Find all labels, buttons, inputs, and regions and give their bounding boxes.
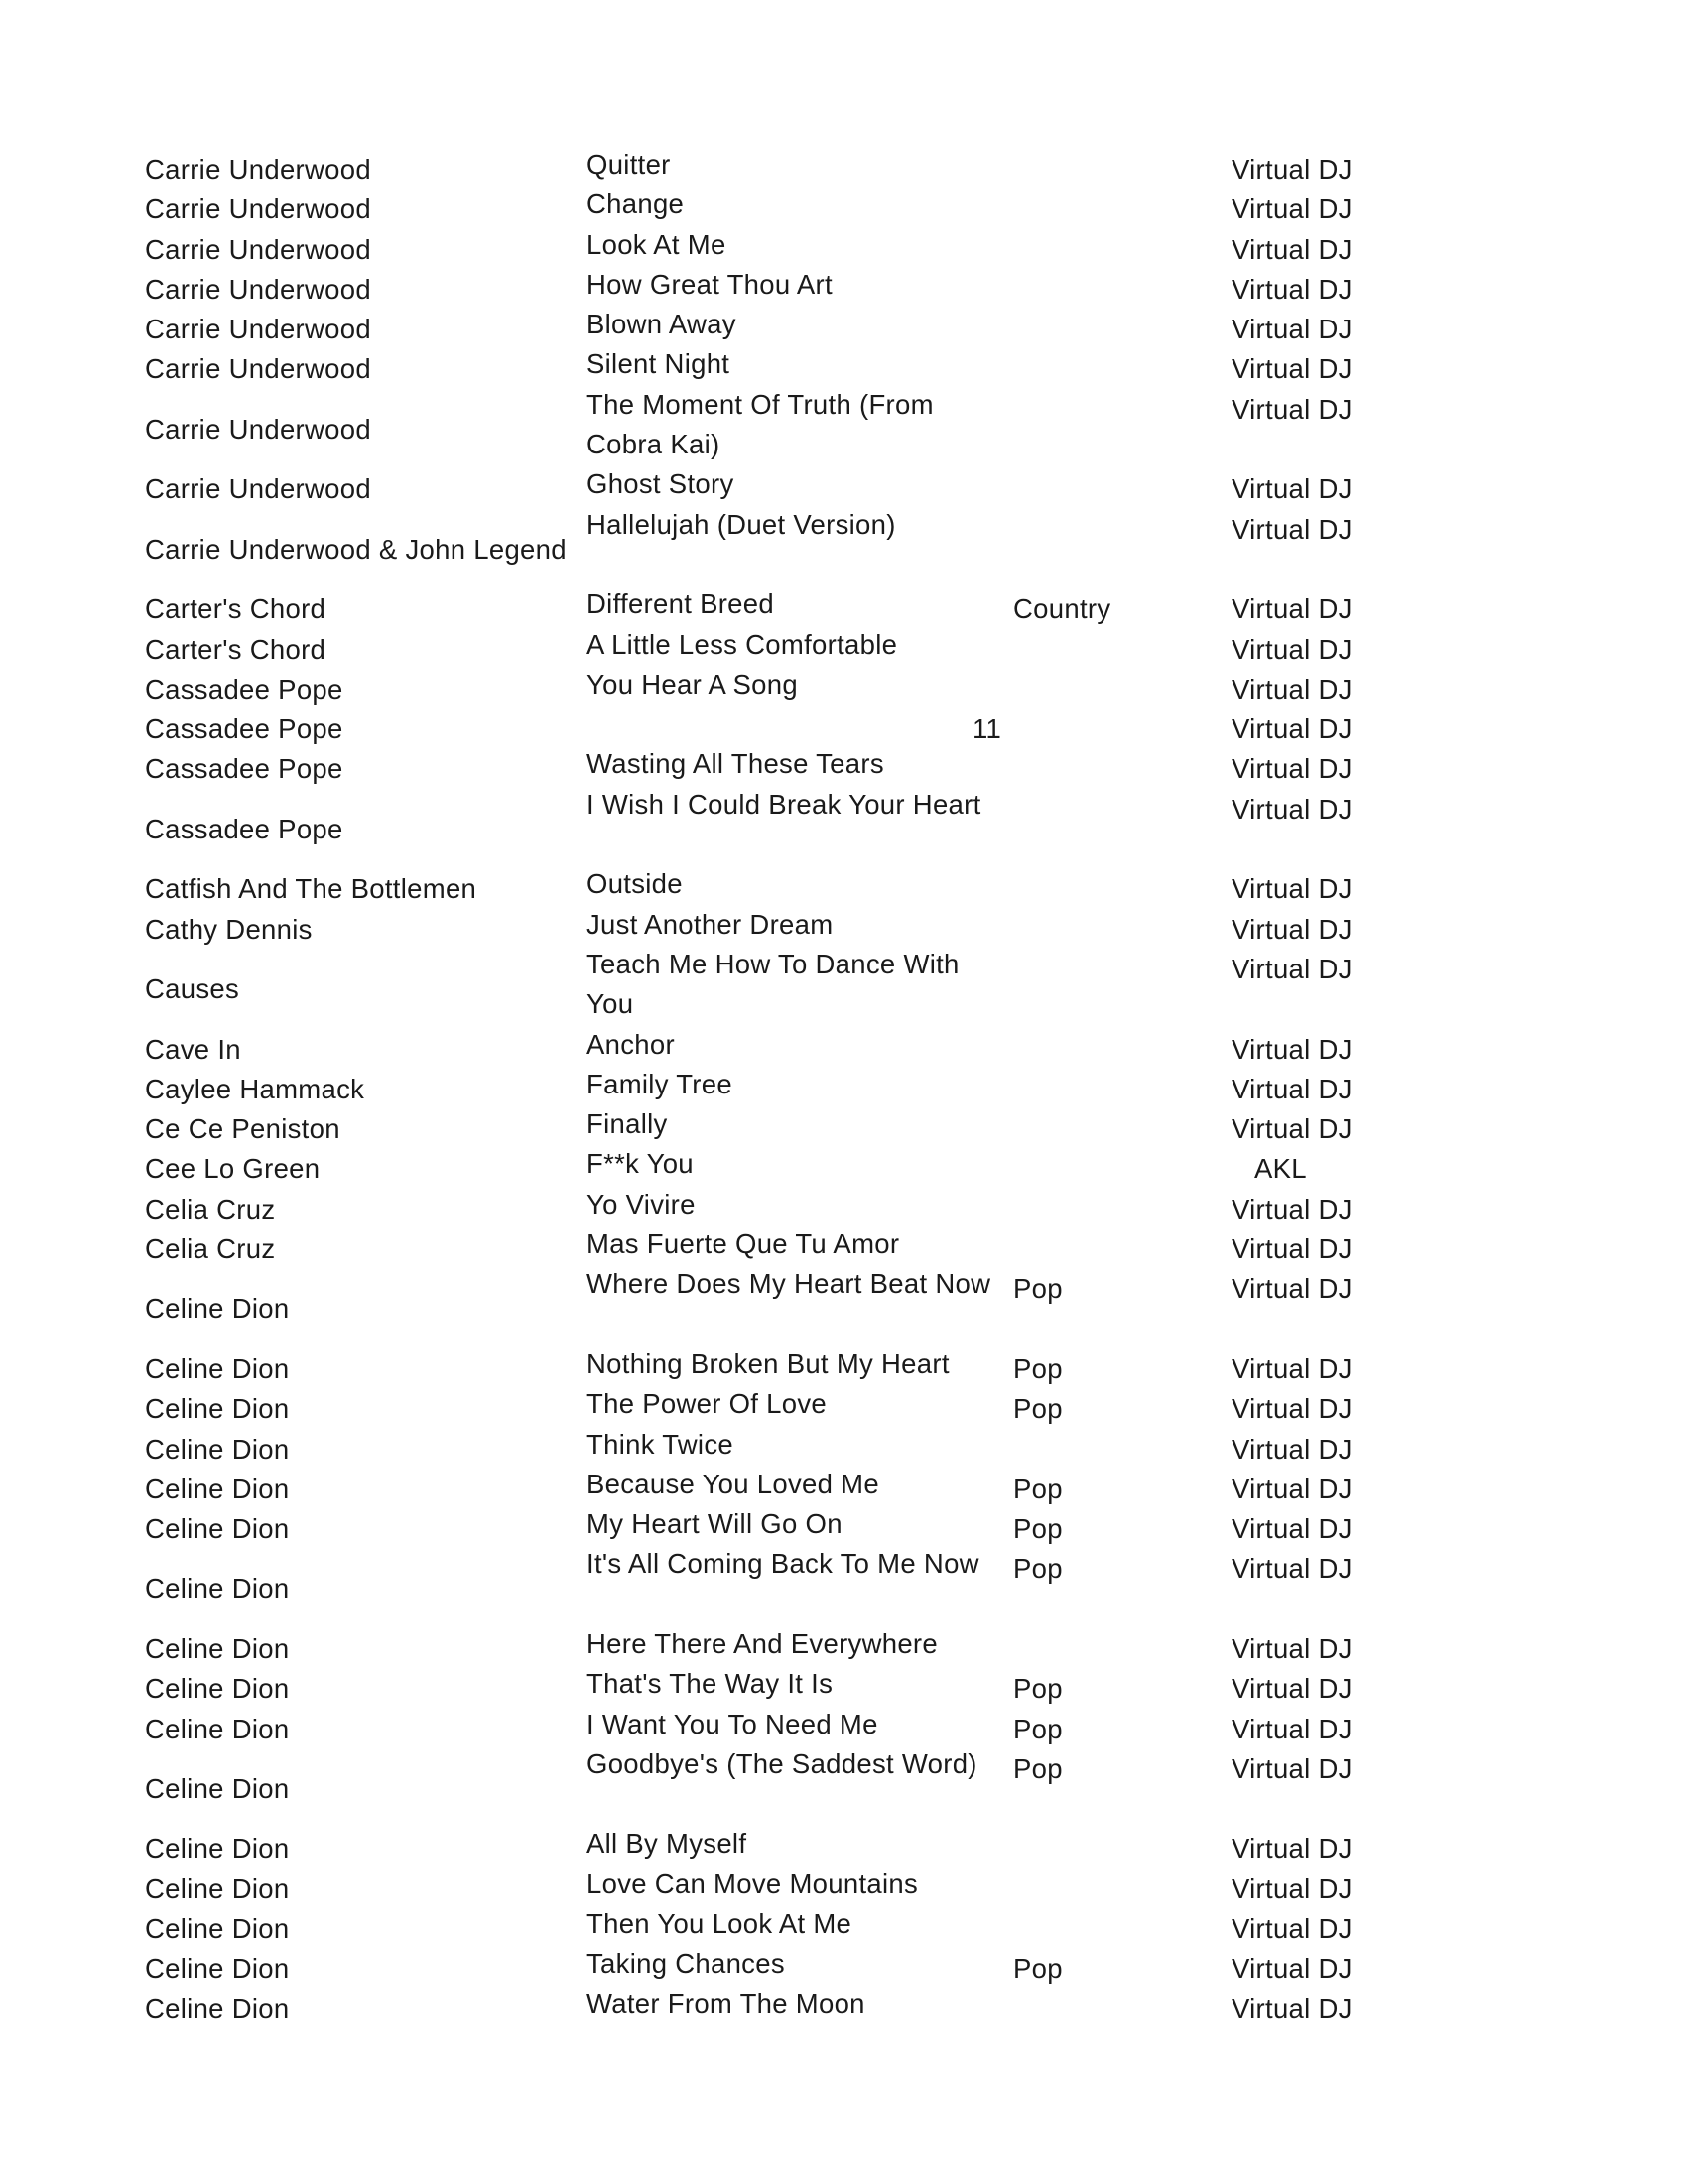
artist-cell: Cassadee Pope	[145, 813, 343, 844]
artist-cell: Carrie Underwood	[145, 154, 371, 185]
artist-cell: Celine Dion	[145, 1393, 290, 1425]
title-cell: Where Does My Heart Beat Now	[586, 1268, 991, 1300]
title-cell: Love Can Move Mountains	[586, 1867, 919, 1899]
artist-cell: Celine Dion	[145, 1293, 290, 1325]
title-cell: Wasting All These Tears	[586, 748, 884, 780]
title-cell: Family Tree	[586, 1068, 732, 1099]
artist-cell: Cathy Dennis	[145, 913, 313, 945]
genre-cell: Pop	[1013, 1953, 1063, 1985]
genre-cell: Pop	[1013, 1513, 1063, 1545]
source-cell: Virtual DJ	[1232, 1992, 1353, 2024]
source-cell: Virtual DJ	[1232, 1752, 1353, 1784]
source-cell: Virtual DJ	[1232, 353, 1353, 385]
title-cell: Goodbye's (The Saddest Word)	[586, 1747, 977, 1779]
source-cell: AKL	[1254, 1153, 1307, 1185]
source-cell: Virtual DJ	[1232, 1033, 1353, 1065]
artist-cell: Cee Lo Green	[145, 1153, 321, 1185]
source-cell: Virtual DJ	[1232, 1113, 1353, 1145]
artist-cell: Cassadee Pope	[145, 673, 343, 705]
source-cell: Virtual DJ	[1232, 1953, 1353, 1985]
title-cell: I Want You To Need Me	[586, 1708, 878, 1739]
title-cell: Different Breed	[586, 588, 774, 620]
artist-cell: Carrie Underwood & John Legend	[145, 533, 567, 565]
artist-cell: Ce Ce Peniston	[145, 1113, 340, 1145]
source-cell: Virtual DJ	[1232, 793, 1353, 825]
artist-cell: Celine Dion	[145, 1713, 290, 1744]
source-cell: Virtual DJ	[1232, 393, 1353, 425]
artist-cell: Celine Dion	[145, 1352, 290, 1384]
artist-cell: Celine Dion	[145, 1632, 290, 1664]
artist-cell: Carter's Chord	[145, 633, 326, 665]
genre-cell: Pop	[1013, 1752, 1063, 1784]
source-cell: Virtual DJ	[1232, 1713, 1353, 1744]
artist-cell: Catfish And The Bottlemen	[145, 873, 477, 905]
song-row	[0, 668, 1687, 710]
title-cell: Finally	[586, 1108, 668, 1140]
source-cell: Virtual DJ	[1232, 953, 1353, 984]
artist-cell: Celine Dion	[145, 1772, 290, 1804]
title-cell: It's All Coming Back To Me Now	[586, 1548, 979, 1580]
source-cell: Virtual DJ	[1232, 1553, 1353, 1585]
song-row	[0, 788, 1687, 871]
song-list	[0, 151, 1687, 2030]
title-cell: Anchor	[586, 1028, 675, 1060]
title-cell: Water From The Moon	[586, 1988, 865, 2019]
source-cell: Virtual DJ	[1232, 593, 1353, 625]
title-cell: A Little Less Comfortable	[586, 628, 898, 660]
artist-cell: Celine Dion	[145, 1992, 290, 2024]
source-cell: Virtual DJ	[1232, 1352, 1353, 1384]
source-cell: Virtual DJ	[1232, 314, 1353, 345]
artist-cell: Celine Dion	[145, 1433, 290, 1465]
song-row	[0, 1747, 1687, 1831]
source-cell: Virtual DJ	[1232, 193, 1353, 225]
artist-cell: Cassadee Pope	[145, 713, 343, 745]
source-cell: Virtual DJ	[1232, 1673, 1353, 1705]
title-cell: Change	[586, 189, 685, 220]
song-row	[0, 508, 1687, 591]
title-cell: That's The Way It Is	[586, 1668, 834, 1700]
title-cell: Yo Vivire	[586, 1188, 696, 1220]
artist-cell: Carrie Underwood	[145, 193, 371, 225]
title-cell: Quitter	[586, 149, 671, 180]
source-cell: Virtual DJ	[1232, 1473, 1353, 1504]
source-cell: Virtual DJ	[1232, 1833, 1353, 1864]
source-cell: Virtual DJ	[1232, 1193, 1353, 1224]
title-cell: How Great Thou Art	[586, 268, 833, 300]
song-row	[0, 1270, 1687, 1350]
artist-cell: Celia Cruz	[145, 1233, 276, 1265]
source-cell: Virtual DJ	[1232, 473, 1353, 505]
artist-cell: Celine Dion	[145, 1513, 290, 1545]
genre-cell: Country	[1013, 593, 1111, 625]
source-cell: Virtual DJ	[1232, 753, 1353, 785]
genre-cell: Pop	[1013, 1352, 1063, 1384]
title-cell: Taking Chances	[586, 1948, 785, 1980]
artist-cell: Celine Dion	[145, 1473, 290, 1504]
title-cell: Look At Me	[586, 228, 726, 260]
artist-cell: Carter's Chord	[145, 593, 326, 625]
artist-cell: Celine Dion	[145, 1953, 290, 1985]
source-cell: Virtual DJ	[1232, 1233, 1353, 1265]
artist-cell: Caylee Hammack	[145, 1073, 365, 1104]
page-number: 11	[973, 713, 1002, 745]
source-cell: Virtual DJ	[1232, 1393, 1353, 1425]
title-cell: Because You Loved Me	[586, 1468, 879, 1499]
source-cell: Virtual DJ	[1232, 633, 1353, 665]
title-cell: Ghost Story	[586, 468, 734, 500]
song-row	[0, 388, 1687, 471]
source-cell: Virtual DJ	[1232, 1273, 1353, 1305]
artist-cell: Carrie Underwood	[145, 273, 371, 305]
genre-cell: Pop	[1013, 1273, 1063, 1305]
artist-cell: Carrie Underwood	[145, 413, 371, 445]
title-cell: Mas Fuerte Que Tu Amor	[586, 1228, 900, 1260]
title-cell: Blown Away	[586, 309, 736, 340]
title-cell: The Moment Of Truth (From Cobra Kai)	[586, 388, 934, 460]
artist-cell: Celine Dion	[145, 1573, 290, 1605]
title-cell: Here There And Everywhere	[586, 1627, 938, 1659]
genre-cell: Pop	[1013, 1473, 1063, 1504]
title-cell: You Hear A Song	[586, 668, 798, 700]
title-cell: Then You Look At Me	[586, 1908, 852, 1940]
source-cell: Virtual DJ	[1232, 1073, 1353, 1104]
title-cell: Nothing Broken But My Heart	[586, 1348, 950, 1379]
source-cell: Virtual DJ	[1232, 273, 1353, 305]
title-cell: Silent Night	[586, 348, 730, 380]
source-cell: Virtual DJ	[1232, 913, 1353, 945]
title-cell: Teach Me How To Dance With You	[586, 948, 960, 1020]
artist-cell: Cave In	[145, 1033, 241, 1065]
source-cell: Virtual DJ	[1232, 713, 1353, 745]
artist-cell: Celia Cruz	[145, 1193, 276, 1224]
genre-cell: Pop	[1013, 1553, 1063, 1585]
artist-cell: Carrie Underwood	[145, 314, 371, 345]
artist-cell: Celine Dion	[145, 1833, 290, 1864]
title-cell: I Wish I Could Break Your Heart	[586, 788, 981, 820]
song-row	[0, 1550, 1687, 1630]
source-cell: Virtual DJ	[1232, 1913, 1353, 1945]
title-cell: Outside	[586, 868, 683, 900]
source-cell: Virtual DJ	[1232, 1872, 1353, 1904]
source-cell: Virtual DJ	[1232, 1632, 1353, 1664]
artist-cell: Celine Dion	[145, 1913, 290, 1945]
source-cell: Virtual DJ	[1232, 154, 1353, 185]
title-cell: My Heart Will Go On	[586, 1508, 843, 1540]
artist-cell: Celine Dion	[145, 1673, 290, 1705]
artist-cell: Cassadee Pope	[145, 753, 343, 785]
title-cell: F**k You	[586, 1148, 694, 1180]
song-row	[0, 1988, 1687, 2030]
title-cell: The Power Of Love	[586, 1388, 828, 1420]
title-cell: Just Another Dream	[586, 908, 834, 940]
artist-cell: Carrie Underwood	[145, 233, 371, 265]
genre-cell: Pop	[1013, 1393, 1063, 1425]
song-row	[0, 948, 1687, 1031]
source-cell: Virtual DJ	[1232, 233, 1353, 265]
title-cell: Hallelujah (Duet Version)	[586, 508, 896, 540]
source-cell: Virtual DJ	[1232, 513, 1353, 545]
artist-cell: Carrie Underwood	[145, 473, 371, 505]
artist-cell: Carrie Underwood	[145, 353, 371, 385]
genre-cell: Pop	[1013, 1673, 1063, 1705]
artist-cell: Celine Dion	[145, 1872, 290, 1904]
source-cell: Virtual DJ	[1232, 1433, 1353, 1465]
genre-cell: Pop	[1013, 1713, 1063, 1744]
title-cell: All By Myself	[586, 1828, 747, 1860]
title-cell: Think Twice	[586, 1428, 733, 1460]
source-cell: Virtual DJ	[1232, 873, 1353, 905]
source-cell: Virtual DJ	[1232, 673, 1353, 705]
source-cell: Virtual DJ	[1232, 1513, 1353, 1545]
artist-cell: Causes	[145, 972, 240, 1004]
